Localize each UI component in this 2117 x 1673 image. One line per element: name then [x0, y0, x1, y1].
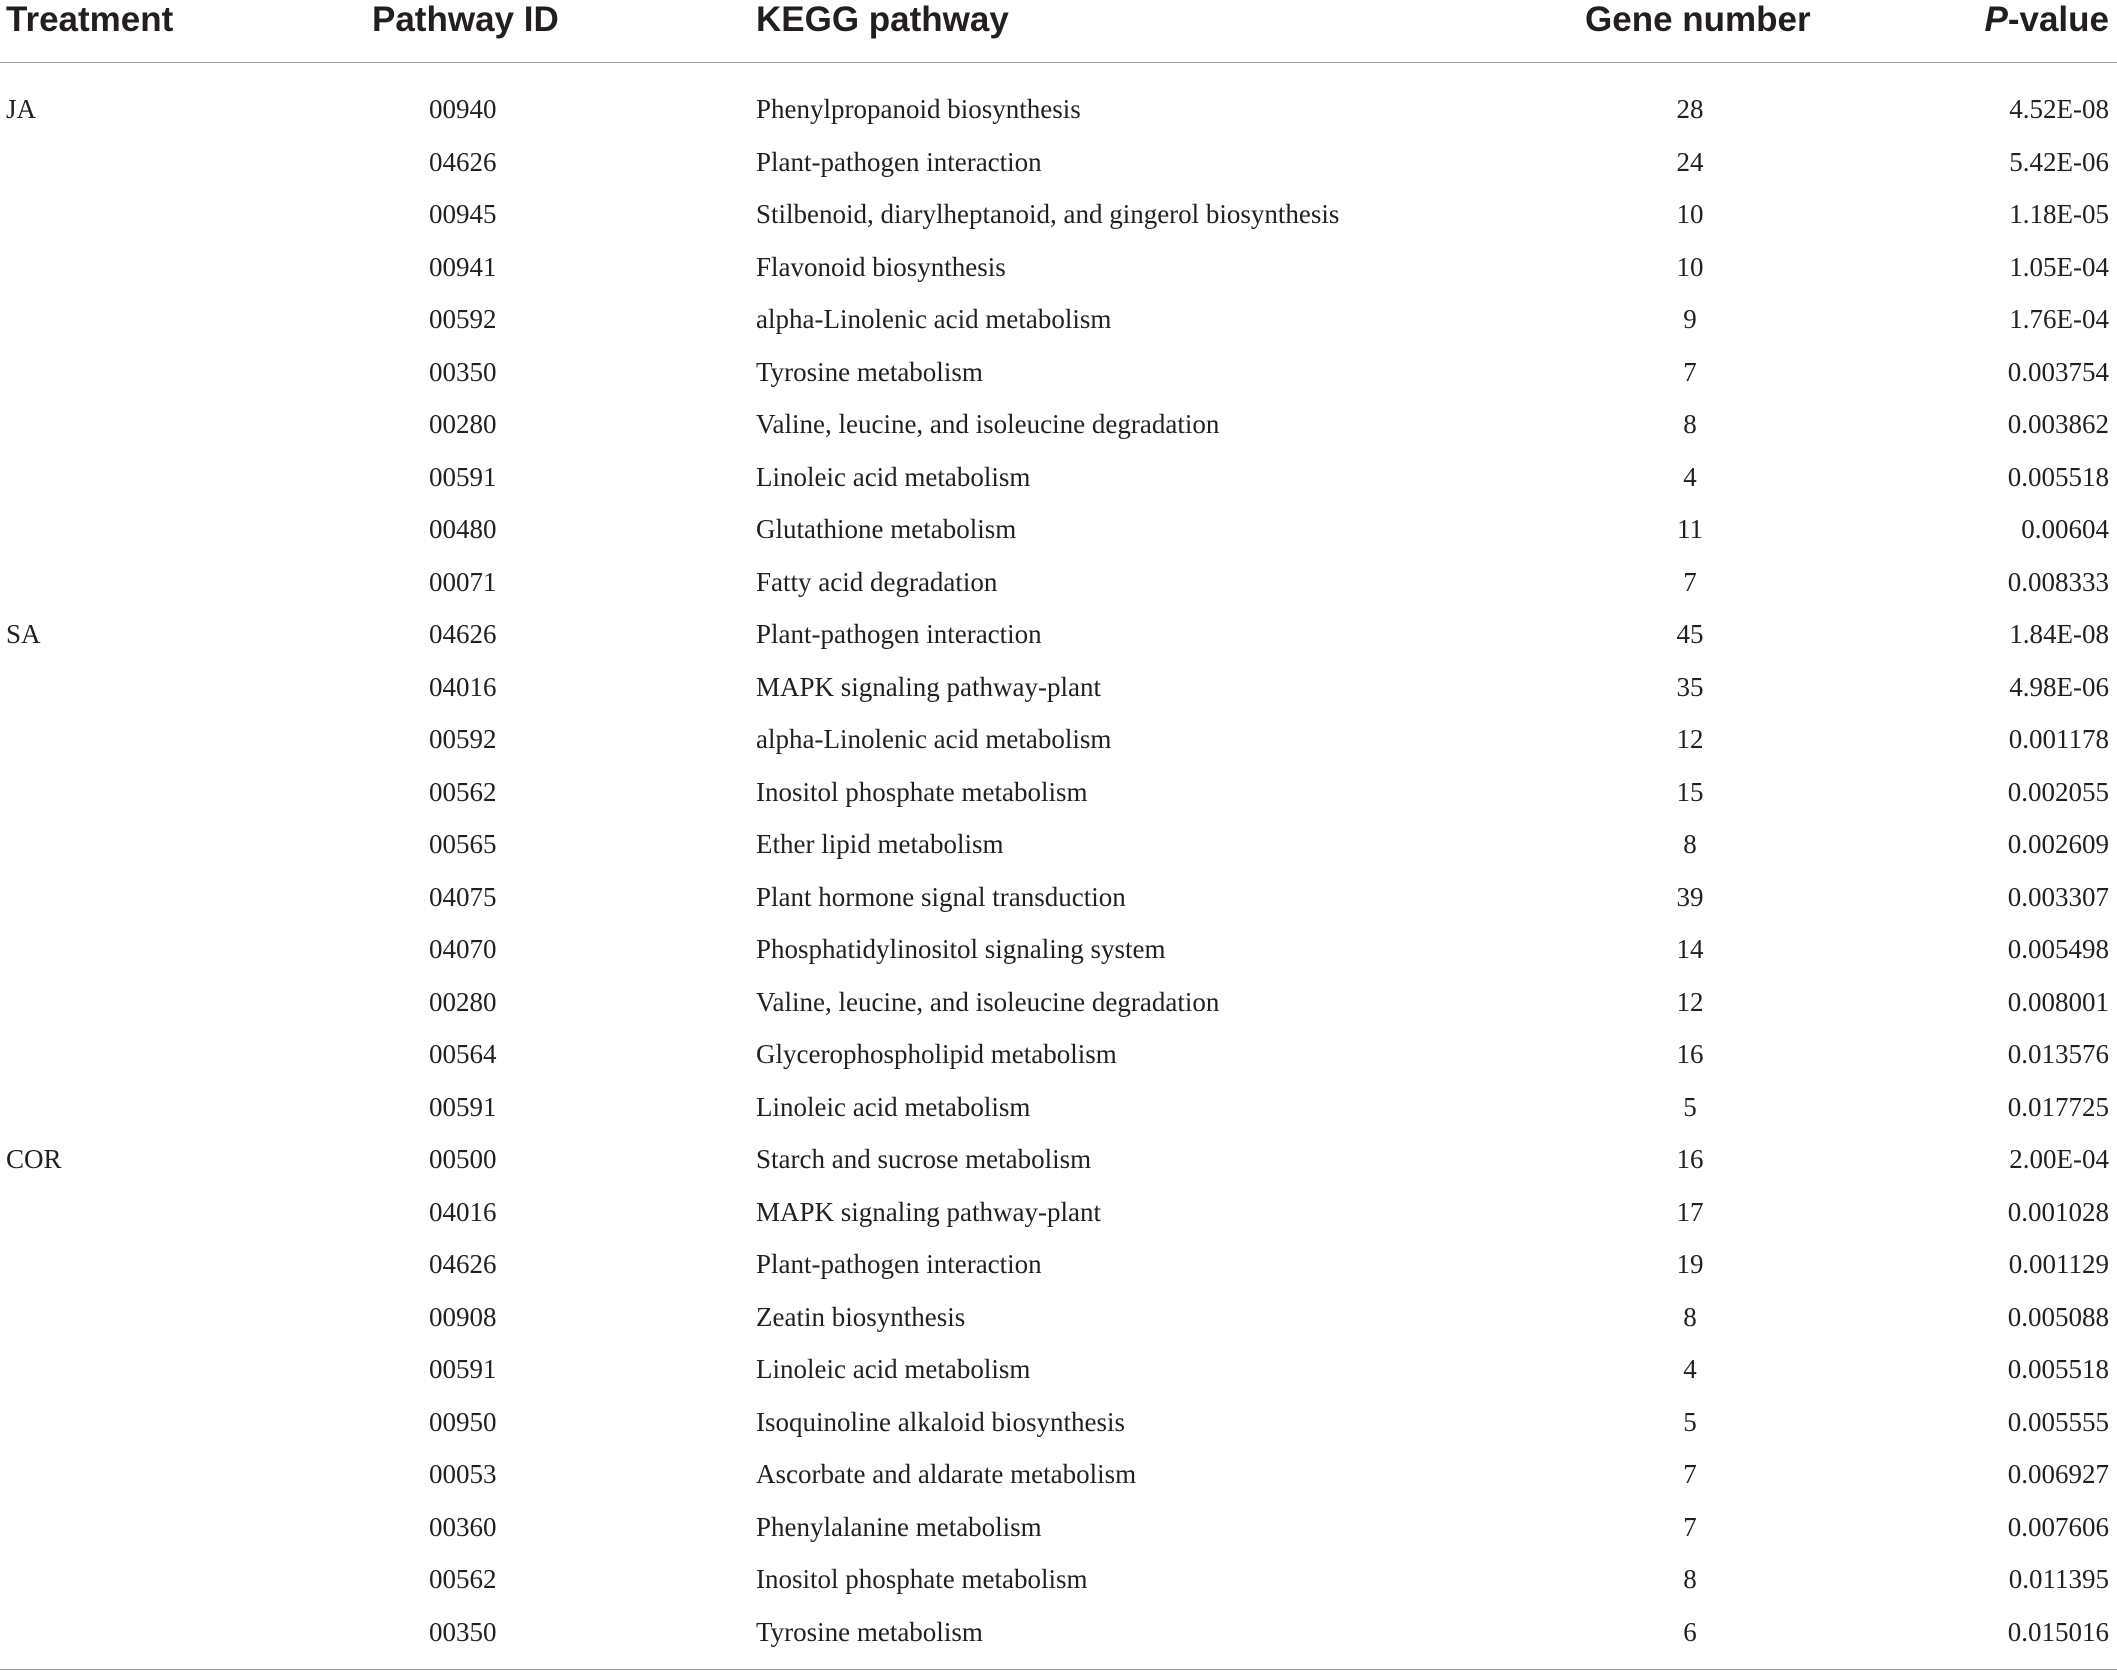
cell-gene-number-value: 12 [1676, 724, 1704, 754]
table-row [0, 613, 2117, 666]
cell-gene-number-value: 7 [1683, 356, 1697, 387]
cell-gene-number-value: 6 [1683, 1616, 1697, 1647]
table-row [0, 193, 2117, 246]
table-header [0, 0, 2117, 62]
cell-pathway-id: 00280 [429, 986, 497, 1017]
cell-pathway-id: 04626 [429, 619, 497, 649]
cell-pathway-id: 00565 [429, 829, 497, 859]
cell-gene-number-value: 35 [1676, 671, 1704, 702]
cell-gene-number-value: 5 [1683, 1091, 1697, 1122]
cell-kegg-pathway: alpha-Linolenic acid metabolism [756, 304, 1112, 334]
cell-p-value: 0.005498 [2007, 934, 2109, 964]
cell-pathway-id: 00908 [429, 1301, 497, 1332]
cell-pathway-id: 00591 [429, 461, 497, 492]
cell-gene-number-value: 12 [1676, 986, 1704, 1017]
cell-kegg-pathway: Plant-pathogen interaction [756, 1249, 1042, 1279]
cell-treatment: SA [6, 619, 41, 649]
table-row [0, 1401, 2117, 1454]
cell-kegg-pathway: Valine, leucine, and isoleucine degradation [756, 409, 1220, 439]
cell-pathway-id: 00562 [429, 776, 497, 807]
cell-gene-number-value: 4 [1683, 1354, 1697, 1384]
cell-pathway-id: 00360 [429, 1511, 497, 1542]
cell-gene-number-value: 16 [1676, 1039, 1704, 1069]
cell-p-value: 0.002055 [2007, 776, 2109, 807]
table-row [0, 928, 2117, 981]
cell-kegg-pathway: Stilbenoid, diarylheptanoid, and gingerol biosynthesis [756, 199, 1340, 229]
cell-pathway-id: 00350 [429, 356, 497, 387]
cell-kegg-pathway: Phosphatidylinositol signaling system [756, 934, 1166, 964]
cell-gene-number-value: 10 [1676, 199, 1704, 229]
cell-kegg-pathway: MAPK signaling pathway-plant [756, 671, 1101, 702]
cell-kegg-pathway: Phenylpropanoid biosynthesis [756, 94, 1081, 124]
cell-kegg-pathway: Inositol phosphate metabolism [756, 776, 1088, 807]
cell-kegg-pathway: MAPK signaling pathway-plant [756, 1196, 1101, 1227]
cell-kegg-pathway: Fatty acid degradation [756, 566, 998, 597]
cell-gene-number-value: 7 [1683, 566, 1697, 597]
cell-p-value: 0.002609 [2007, 829, 2109, 859]
table-row [0, 1611, 2117, 1664]
cell-gene-number-value: 7 [1683, 1459, 1697, 1489]
table-row [0, 1138, 2117, 1191]
cell-pathway-id: 00480 [429, 514, 497, 544]
cell-p-value: 1.18E-05 [2009, 199, 2109, 229]
cell-p-value: 4.52E-08 [2009, 94, 2109, 124]
table-row [0, 718, 2117, 771]
header-kegg-pathway: KEGG pathway [756, 0, 1009, 39]
cell-p-value: 0.015016 [2007, 1616, 2109, 1647]
cell-kegg-pathway: Valine, leucine, and isoleucine degradation [756, 986, 1220, 1017]
cell-kegg-pathway: Ascorbate and aldarate metabolism [756, 1459, 1137, 1489]
cell-pathway-id: 00591 [429, 1091, 497, 1122]
cell-pathway-id: 04075 [429, 881, 497, 912]
table-row [0, 1453, 2117, 1506]
cell-pathway-id: 00592 [429, 304, 497, 334]
table-row [0, 1348, 2117, 1401]
cell-p-value: 0.003862 [2007, 409, 2109, 439]
table-row [0, 141, 2117, 194]
cell-gene-number-value: 10 [1676, 251, 1704, 282]
cell-p-value: 0.001129 [2008, 1249, 2109, 1279]
cell-pathway-id: 04626 [429, 1249, 497, 1279]
cell-pathway-id: 00940 [429, 94, 497, 124]
cell-p-value: 1.76E-04 [2009, 304, 2109, 334]
cell-p-value: 0.001178 [2008, 724, 2109, 754]
cell-gene-number-value: 9 [1683, 304, 1697, 334]
cell-pathway-id: 00950 [429, 1406, 497, 1437]
cell-kegg-pathway: Tyrosine metabolism [756, 356, 983, 387]
cell-pathway-id: 04016 [429, 1196, 497, 1227]
header-rule [0, 62, 2117, 63]
cell-gene-number-value: 8 [1683, 1301, 1697, 1332]
table-row [0, 88, 2117, 141]
table-row [0, 666, 2117, 719]
table-row [0, 456, 2117, 509]
cell-pathway-id: 00592 [429, 724, 497, 754]
cell-pathway-id: 00562 [429, 1564, 497, 1594]
cell-gene-number-value: 4 [1683, 461, 1697, 492]
table-row [0, 246, 2117, 299]
cell-gene-number-value: 15 [1676, 776, 1704, 807]
table-row [0, 508, 2117, 561]
cell-treatment: COR [6, 1144, 62, 1174]
cell-kegg-pathway: Starch and sucrose metabolism [756, 1144, 1092, 1174]
cell-pathway-id: 00071 [429, 566, 497, 597]
cell-pathway-id: 00500 [429, 1144, 497, 1174]
cell-pathway-id: 00945 [429, 199, 497, 229]
cell-kegg-pathway: Plant-pathogen interaction [756, 619, 1042, 649]
cell-kegg-pathway: Flavonoid biosynthesis [756, 251, 1006, 282]
cell-p-value: 0.011395 [2008, 1564, 2109, 1594]
table-row [0, 1243, 2117, 1296]
bottom-rule [0, 1669, 2117, 1670]
cell-gene-number-value: 39 [1676, 881, 1704, 912]
cell-p-value: 0.006927 [2007, 1459, 2109, 1489]
cell-p-value: 0.017725 [2007, 1091, 2109, 1122]
cell-kegg-pathway: Linoleic acid metabolism [756, 1091, 1031, 1122]
cell-gene-number-value: 14 [1676, 934, 1704, 964]
cell-p-value: 0.003754 [2007, 356, 2109, 387]
cell-p-value: 0.005518 [2007, 1354, 2109, 1384]
cell-pathway-id: 04070 [429, 934, 497, 964]
table-row [0, 1296, 2117, 1349]
cell-pathway-id: 00941 [429, 251, 497, 282]
cell-kegg-pathway: Zeatin biosynthesis [756, 1301, 966, 1332]
cell-kegg-pathway: Plant-pathogen interaction [756, 146, 1042, 177]
cell-p-value: 0.013576 [2007, 1039, 2109, 1069]
table-row [0, 823, 2117, 876]
header-gene-number: Gene number [1585, 0, 1811, 39]
cell-kegg-pathway: Tyrosine metabolism [756, 1616, 983, 1647]
cell-gene-number-value: 24 [1676, 146, 1704, 177]
table-body [0, 88, 2117, 1663]
header-pathway-id: Pathway ID [372, 0, 559, 39]
cell-pathway-id: 00350 [429, 1616, 497, 1647]
table-row [0, 351, 2117, 404]
cell-kegg-pathway: alpha-Linolenic acid metabolism [756, 724, 1112, 754]
cell-pathway-id: 00280 [429, 409, 497, 439]
cell-p-value: 0.005088 [2007, 1301, 2109, 1332]
cell-gene-number-value: 16 [1676, 1144, 1704, 1174]
cell-kegg-pathway: Linoleic acid metabolism [756, 461, 1031, 492]
table-row [0, 298, 2117, 351]
cell-gene-number-value: 8 [1683, 409, 1697, 439]
table-row [0, 1033, 2117, 1086]
cell-p-value: 0.003307 [2007, 881, 2109, 912]
cell-p-value: 1.84E-08 [2009, 619, 2109, 649]
table-row [0, 771, 2117, 824]
cell-gene-number-value: 17 [1676, 1196, 1704, 1227]
cell-p-value: 0.008001 [2007, 986, 2109, 1017]
table-row [0, 1506, 2117, 1559]
cell-gene-number-value: 19 [1676, 1249, 1704, 1279]
cell-pathway-id: 04016 [429, 671, 497, 702]
table-row [0, 981, 2117, 1034]
cell-p-value: 5.42E-06 [2009, 146, 2109, 177]
cell-gene-number-value: 8 [1683, 1564, 1697, 1594]
header-p-value-italic: P [1984, 0, 2008, 39]
table-row [0, 561, 2117, 614]
cell-kegg-pathway: Ether lipid metabolism [756, 829, 1004, 859]
cell-kegg-pathway: Glutathione metabolism [756, 514, 1017, 544]
cell-gene-number-value: 5 [1683, 1406, 1697, 1437]
table-row [0, 1191, 2117, 1244]
cell-p-value: 4.98E-06 [2009, 671, 2109, 702]
cell-treatment: JA [6, 94, 37, 124]
table-row [0, 1558, 2117, 1611]
cell-gene-number-value: 11 [1677, 514, 1703, 544]
cell-kegg-pathway: Glycerophospholipid metabolism [756, 1039, 1117, 1069]
header-p-value [1984, 0, 2109, 40]
cell-p-value: 0.00604 [2021, 514, 2109, 544]
cell-kegg-pathway: Plant hormone signal transduction [756, 881, 1126, 912]
cell-kegg-pathway: Isoquinoline alkaloid biosynthesis [756, 1406, 1125, 1437]
cell-p-value: 0.007606 [2007, 1511, 2109, 1542]
cell-kegg-pathway: Phenylalanine metabolism [756, 1511, 1042, 1542]
header-treatment: Treatment [6, 0, 174, 39]
header-p-value-suffix: -value [2007, 0, 2109, 39]
cell-kegg-pathway: Linoleic acid metabolism [756, 1354, 1031, 1384]
cell-p-value: 0.008333 [2007, 566, 2109, 597]
cell-pathway-id: 04626 [429, 146, 497, 177]
cell-pathway-id: 00564 [429, 1039, 497, 1069]
cell-p-value: 0.005518 [2007, 461, 2109, 492]
cell-gene-number-value: 7 [1683, 1511, 1697, 1542]
table-row [0, 403, 2117, 456]
cell-kegg-pathway: Inositol phosphate metabolism [756, 1564, 1088, 1594]
cell-gene-number-value: 45 [1676, 619, 1704, 649]
cell-gene-number-value: 8 [1683, 829, 1697, 859]
cell-pathway-id: 00053 [429, 1459, 497, 1489]
cell-p-value: 2.00E-04 [2009, 1144, 2109, 1174]
cell-p-value: 0.001028 [2007, 1196, 2109, 1227]
cell-gene-number-value: 28 [1676, 94, 1704, 124]
cell-p-value: 1.05E-04 [2009, 251, 2109, 282]
table-row [0, 876, 2117, 929]
table-row [0, 1086, 2117, 1139]
cell-pathway-id: 00591 [429, 1354, 497, 1384]
cell-p-value: 0.005555 [2007, 1406, 2109, 1437]
